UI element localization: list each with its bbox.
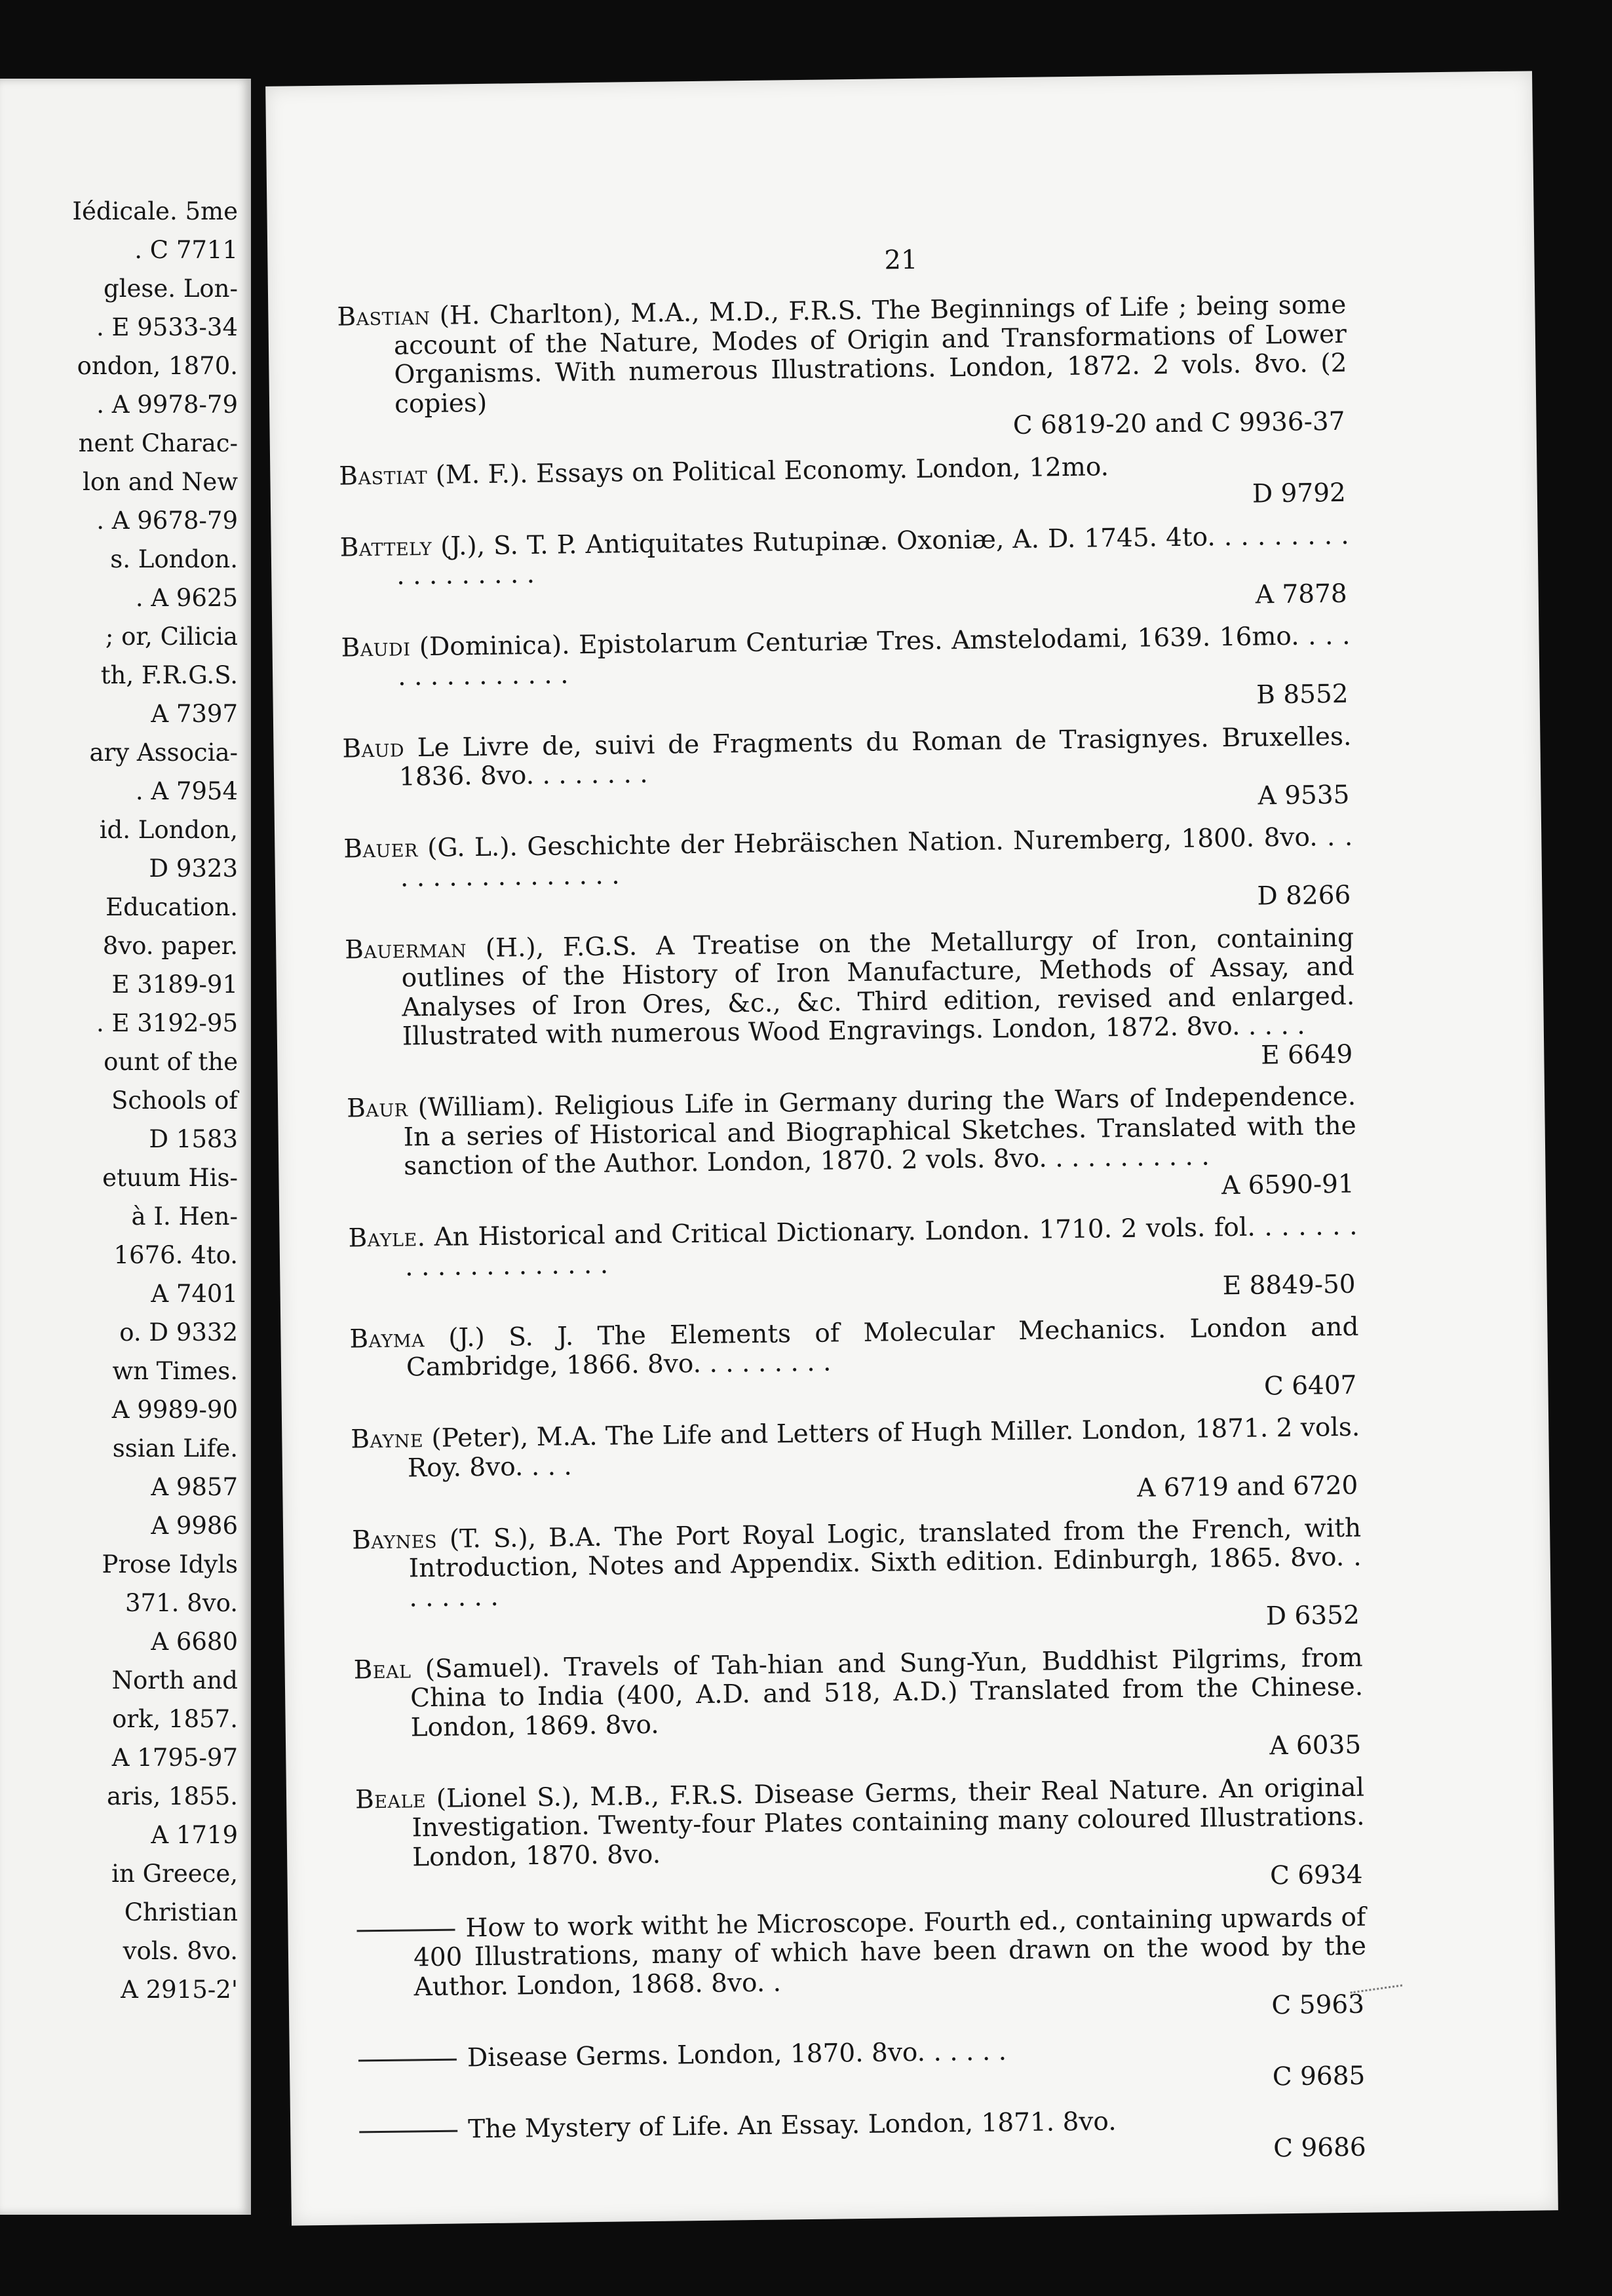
left-page-line: . E 9533-34	[96, 313, 238, 341]
left-page-line: etuum His-	[102, 1164, 238, 1192]
left-page-line: Christian	[124, 1898, 238, 1926]
left-page-line: A 7397	[151, 700, 238, 728]
catalogue-entry	[349, 1312, 1360, 1412]
left-page-line: à I. Hen-	[131, 1202, 238, 1231]
left-page-line: glese. Lon-	[104, 275, 238, 303]
entry-heading: Bauer	[343, 833, 419, 864]
catalogue-entry	[352, 1514, 1362, 1643]
left-page-line: D 9323	[149, 854, 238, 883]
left-page-line: A 9986	[151, 1512, 238, 1540]
entry-text: (Dominica). Epistolarum Centuriæ Tres. Amstelodami, 1639. 16mo. . . . . . . . . . . . . . .	[397, 621, 1351, 692]
catalogue-entry	[351, 1413, 1361, 1513]
ditto-dash	[358, 2059, 457, 2062]
left-page-line: A 6680	[151, 1628, 238, 1656]
entry-pressmark: A 6590-91	[1221, 1169, 1354, 1200]
entry-heading: Baur	[346, 1093, 408, 1124]
left-page-line: vols. 8vo.	[123, 1937, 238, 1965]
entry-text: . An Historical and Critical Dictionary. London. 1710. 2 vols. fol. . . . . . . . . . . . . . . . . . . .	[404, 1211, 1358, 1282]
entry-text: (J.), S. T. P. Antiquitates Rutupinæ. Oxoniæ, A. D. 1745. 4to. . . . . . . . . . . . . . . . . .	[396, 520, 1349, 591]
entry-pressmark: B 8552	[1256, 679, 1349, 710]
entry-text: (J.) S. J. The Elements of Molecular Mechanics. London and Cambridge, 1866. 8vo. . . . . . . . .	[406, 1312, 1359, 1383]
catalogue-entries	[337, 291, 1369, 2188]
left-page-line: in Greece,	[111, 1860, 238, 1888]
catalogue-entry	[353, 1643, 1364, 1772]
entry-pressmark: C 9685	[1272, 2061, 1366, 2092]
entry-text: Disease Germs. London, 1870. 8vo. . . . . .	[467, 2036, 1007, 2073]
left-page-line: A 2915-2'	[121, 1976, 238, 2004]
entry-heading: Beale	[355, 1784, 427, 1814]
left-page-line: ondon, 1870.	[77, 352, 238, 380]
entry-heading: Bayle	[348, 1223, 417, 1253]
entry-heading: Battely	[339, 531, 432, 563]
catalogue-entry	[337, 291, 1348, 449]
left-page-line: A 7401	[151, 1280, 238, 1308]
ditto-dash	[359, 2130, 457, 2133]
ditto-dash	[357, 1929, 455, 1932]
left-page-line: . A 9625	[135, 584, 238, 612]
entry-heading: Bastian	[337, 301, 431, 332]
left-page-line: E 3189-91	[111, 970, 238, 999]
entry-heading: Baudi	[341, 632, 411, 663]
entry-heading: Baynes	[351, 1524, 438, 1555]
left-page-line: D 1583	[149, 1125, 238, 1153]
catalogue-entry	[339, 521, 1350, 621]
left-page-line: . A 7954	[135, 777, 238, 805]
catalogue-entry	[343, 823, 1354, 923]
entry-heading: Bastiat	[339, 460, 428, 491]
left-page-line: . A 9978-79	[96, 391, 238, 419]
catalogue-entry	[342, 722, 1353, 822]
left-page-fragment	[0, 79, 251, 2215]
page-number: 21	[884, 244, 918, 276]
entry-heading: Beal	[353, 1654, 412, 1685]
entry-text: (Samuel). Travels of Tah-hian and Sung-Yun, Buddhist Pilgrims, from China to India (400, A.D. and 518, A.D.) Translated from the Chinese. London, 1869. 8vo.	[410, 1643, 1364, 1742]
left-page-line: . C 7711	[134, 236, 238, 264]
left-page-line: A 9857	[151, 1473, 238, 1501]
left-page-line: Schools of	[111, 1086, 238, 1115]
left-page-line: North and	[111, 1666, 238, 1694]
left-page-line: ount of the	[104, 1048, 238, 1076]
left-page-line: ssian Life.	[112, 1434, 238, 1463]
main-page	[265, 71, 1558, 2225]
entry-pressmark: C 5963	[1271, 1989, 1365, 2021]
entry-text: (H.), F.G.S. A Treatise on the Metallurgy of Iron, containing outlines of the History of Iron Manufacture, Methods of Assay, and Analyses of Iron Ores, &c., &c. Third edition, revised and enlarged. Illustrated with numerous Wood Engravings. London, 1872. 8vo. . . . .	[401, 923, 1355, 1052]
left-page-line: ary Associa-	[89, 738, 238, 767]
left-page-line: nent Charac-	[78, 429, 238, 457]
left-page-line: lon and New	[83, 468, 238, 496]
entry-pressmark: E 8849-50	[1222, 1269, 1356, 1301]
entry-pressmark: D 9792	[1252, 478, 1347, 509]
catalogue-entry	[341, 622, 1351, 721]
entry-text: (T. S.), B.A. The Port Royal Logic, translated from the French, with Introduction, Notes and Appendix. Sixth edition. Edinburgh, 1865. 8vo. . . . . . . .	[408, 1513, 1362, 1613]
left-page-line: . E 3192-95	[96, 1009, 238, 1037]
continuation-entry	[356, 1903, 1367, 2032]
left-page-line: A 1719	[151, 1821, 238, 1849]
entry-text: (G. L.). Geschichte der Hebräischen Nation. Nuremberg, 1800. 8vo. . . . . . . . . . . . . . . . .	[400, 822, 1353, 893]
left-page-line: 1676. 4to.	[113, 1241, 238, 1269]
entry-text: The Mystery of Life. An Essay. London, 1871. 8vo.	[467, 2106, 1117, 2144]
entry-heading: Bauerman	[344, 933, 467, 965]
left-page-line: s. London.	[110, 545, 238, 573]
entry-heading: Bayma	[349, 1323, 425, 1354]
entry-pressmark: A 9535	[1257, 780, 1350, 811]
catalogue-entry	[347, 1082, 1357, 1212]
entry-heading: Bayne	[351, 1424, 424, 1455]
left-page-line: Prose Idyls	[102, 1550, 238, 1578]
entry-pressmark: C 6819-20 and C 9936-37	[1012, 406, 1345, 441]
entry-text: How to work witht he Microscope. Fourth ed., containing upwards of 400 Illustrations, many of which have been drawn on the wood by the Author. London, 1868. 8vo. .	[413, 1902, 1367, 2002]
left-page-line: Iédicale. 5me	[72, 197, 238, 225]
left-page-line: ork, 1857.	[112, 1705, 238, 1733]
entry-text: (Lionel S.), M.B., F.R.S. Disease Germs, their Real Nature. An original Investigation. Twenty-four Plates containing many coloured Illustrations. London, 1870. 8vo.	[412, 1772, 1365, 1872]
left-page-line: id. London,	[99, 816, 238, 844]
continuation-entry	[359, 2104, 1369, 2175]
entry-text: (William). Religious Life in Germany during the Wars of Independence. In a series of Historical and Biographical Sketches. Translated with the sanction of the Author. London, 1870. 2 vols. 8vo. . . . . . . . . . .	[403, 1081, 1356, 1181]
left-page-line: aris, 1855.	[106, 1782, 238, 1810]
entry-text: (Peter), M.A. The Life and Letters of Hugh Miller. London, 1871. 2 vols. Roy. 8vo. . . .	[407, 1412, 1360, 1483]
entry-text: (M. F.). Essays on Political Economy. London, 12mo.	[427, 451, 1109, 490]
left-page-line: th, F.R.G.S.	[100, 661, 238, 689]
entry-heading: Baud	[342, 733, 405, 764]
catalogue-entry	[339, 450, 1349, 520]
left-page-line: . A 9678-79	[96, 507, 238, 535]
left-page-line: A 1795-97	[111, 1744, 238, 1772]
entry-text: Le Livre de, suivi de Fragments du Roman de Trasignyes. Bruxelles. 1836. 8vo. . . . . . . .	[398, 721, 1352, 792]
entry-pressmark: D 8266	[1257, 880, 1351, 911]
continuation-entry	[358, 2033, 1368, 2103]
entry-pressmark: A 7878	[1255, 579, 1347, 610]
entry-pressmark: D 6352	[1265, 1600, 1360, 1632]
left-page-line: 371. 8vo.	[125, 1589, 238, 1617]
left-page-line: 8vo. paper.	[102, 932, 238, 960]
left-page-line: ; or, Cilicia	[105, 622, 238, 651]
entry-pressmark: C 6934	[1269, 1860, 1363, 1891]
left-page-line: A 9989-90	[111, 1396, 238, 1424]
catalogue-entry	[355, 1773, 1366, 1902]
left-page-line: wn Times.	[112, 1357, 238, 1385]
catalogue-entry	[345, 923, 1356, 1081]
entry-pressmark: C 6407	[1263, 1370, 1357, 1401]
entry-pressmark: C 9686	[1273, 2132, 1366, 2164]
entry-pressmark: A 6719 and 6720	[1136, 1470, 1358, 1503]
left-page-line: o. D 9332	[119, 1318, 238, 1347]
entry-pressmark: E 6649	[1260, 1039, 1353, 1070]
entry-pressmark: A 6035	[1269, 1730, 1362, 1761]
left-page-line: Education.	[106, 893, 238, 921]
entry-text: (H. Charlton), M.A., M.D., F.R.S. The Beginnings of Life ; being some account of the Nature, Modes of Origin and Transformations of Lower Organisms. With numerous Illustrations. London, 1872. 2 vols. 8vo. (2 copies)	[393, 290, 1347, 419]
catalogue-entry	[348, 1212, 1358, 1312]
